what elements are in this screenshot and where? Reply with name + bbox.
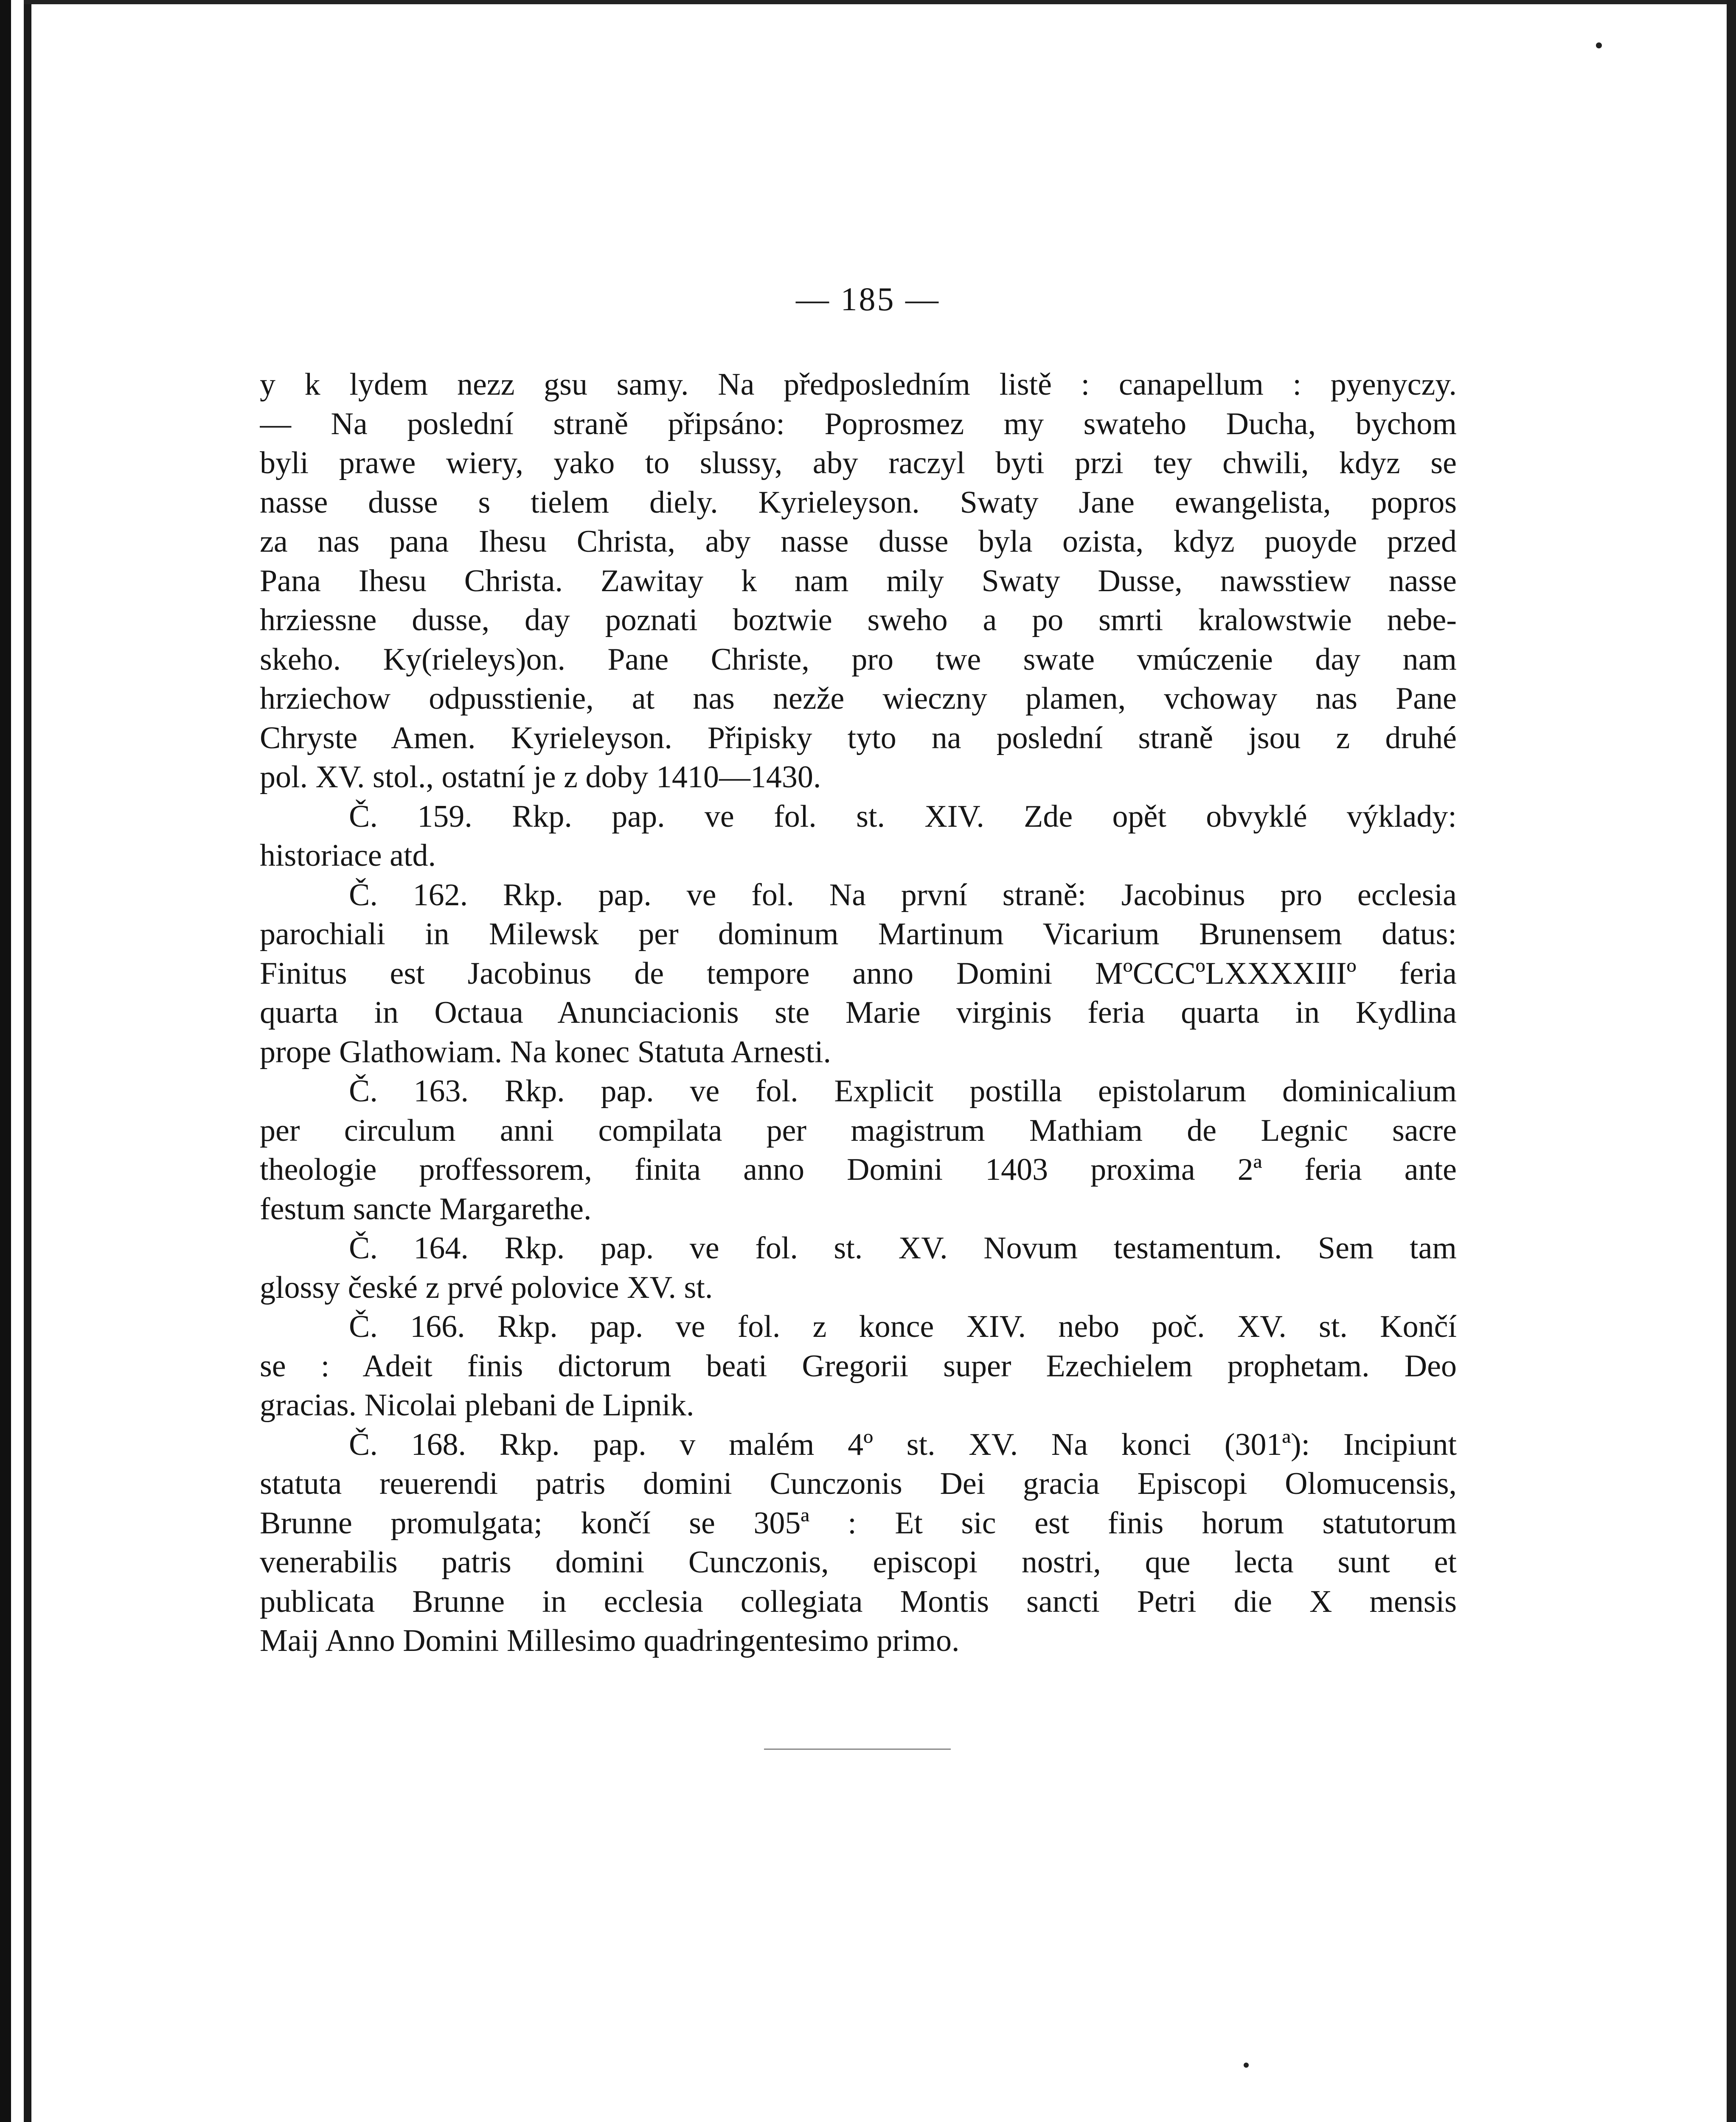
- scan-right-edge: [1727, 0, 1736, 2122]
- text-line: za nas pana Ihesu Christa, aby nasse dusse byla ozista, kdyz puoyde przed: [260, 524, 1457, 559]
- entry-164-line: Č. 164. Rkp. pap. ve fol. st. XV. Novum testamentum. Sem tam: [349, 1231, 1457, 1266]
- text-line: skeho. Ky(rieleys)on. Pane Christe, pro twe swate vmúczenie day nam: [260, 642, 1457, 677]
- entry-159-line: Č. 159. Rkp. pap. ve fol. st. XIV. Zde opět obvyklé výklady:: [349, 799, 1457, 834]
- scan-speck: [1244, 2063, 1249, 2068]
- text-line: Chryste Amen. Kyrieleyson. Připisky tyto na poslední straně jsou z druhé: [260, 720, 1457, 755]
- text-line: publicata Brunne in ecclesia collegiata Montis sancti Petri die X mensis: [260, 1584, 1457, 1619]
- page-number: — 185 —: [796, 281, 940, 317]
- entry-166-line: Č. 166. Rkp. pap. ve fol. z konce XIV. nebo poč. XV. st. Končí: [349, 1309, 1457, 1344]
- text-line: statuta reuerendi patris domini Cunczonis Dei gracia Episcopi Olomucensis,: [260, 1466, 1457, 1501]
- text-line: — Na poslední straně připsáno: Poprosmez my swateho Ducha, bychom: [260, 406, 1457, 441]
- text-line: parochiali in Milewsk per dominum Martinum Vicarium Brunensem datus:: [260, 917, 1457, 952]
- text-line: gracias. Nicolai plebani de Lipnik.: [260, 1388, 694, 1423]
- text-line: pol. XV. stol., ostatní je z doby 1410—1430.: [260, 760, 821, 794]
- entry-163-line: Č. 163. Rkp. pap. ve fol. Explicit postilla epistolarum dominicalium: [349, 1074, 1457, 1109]
- entry-168-line: Č. 168. Rkp. pap. v malém 4º st. XV. Na konci (301ª): Incipiunt: [349, 1427, 1457, 1462]
- text-line: Maij Anno Domini Millesimo quadringentesimo primo.: [260, 1623, 960, 1658]
- binding-line: [24, 0, 31, 2122]
- text-line: nasse dusse s tielem diely. Kyrieleyson. Swaty Jane ewangelista, popros: [260, 485, 1457, 520]
- text-line: se : Adeit finis dictorum beati Gregorii super Ezechielem prophetam. Deo: [260, 1348, 1457, 1384]
- closing-rule: [764, 1749, 951, 1750]
- text-line: quarta in Octaua Anunciacionis ste Marie virginis feria quarta in Kydlina: [260, 995, 1457, 1030]
- text-line: theologie proffessorem, finita anno Domini 1403 proxima 2ª feria ante: [260, 1152, 1457, 1187]
- scan-speck: [1596, 42, 1602, 48]
- text-line: Brunne promulgata; končí se 305ª : Et sic est finis horum statutorum: [260, 1505, 1457, 1541]
- text-line: y k lydem nezz gsu samy. Na předposledním listě : canapellum : pyenyczy.: [260, 367, 1457, 402]
- text-line: prope Glathowiam. Na konec Statuta Arnesti.: [260, 1034, 831, 1069]
- text-line: historiace atd.: [260, 838, 436, 873]
- scan-left-edge: [0, 0, 11, 2122]
- scan-top-edge: [24, 0, 1736, 4]
- text-line: festum sancte Margarethe.: [260, 1191, 592, 1227]
- text-line: Pana Ihesu Christa. Zawitay k nam mily Swaty Dusse, nawsstiew nasse: [260, 563, 1457, 598]
- text-line: venerabilis patris domini Cunczonis, episcopi nostri, que lecta sunt et: [260, 1545, 1457, 1580]
- text-line: hrziechow odpusstienie, at nas nezže wieczny plamen, vchoway nas Pane: [260, 681, 1457, 716]
- entry-162-line: Č. 162. Rkp. pap. ve fol. Na první straně: Jacobinus pro ecclesia: [349, 877, 1457, 912]
- text-line: byli prawe wiery, yako to slussy, aby raczyl byti przi tey chwili, kdyz se: [260, 446, 1457, 480]
- text-line: hrziessne dusse, day poznati boztwie sweho a po smrti kralowstwie nebe-: [260, 603, 1457, 637]
- text-line: glossy české z prvé polovice XV. st.: [260, 1270, 713, 1305]
- text-line: per circulum anni compilata per magistrum Mathiam de Legnic sacre: [260, 1113, 1457, 1148]
- body-text: [260, 365, 1457, 1661]
- text-line: Finitus est Jacobinus de tempore anno Domini MºCCCºLXXXXIIIº feria: [260, 956, 1457, 991]
